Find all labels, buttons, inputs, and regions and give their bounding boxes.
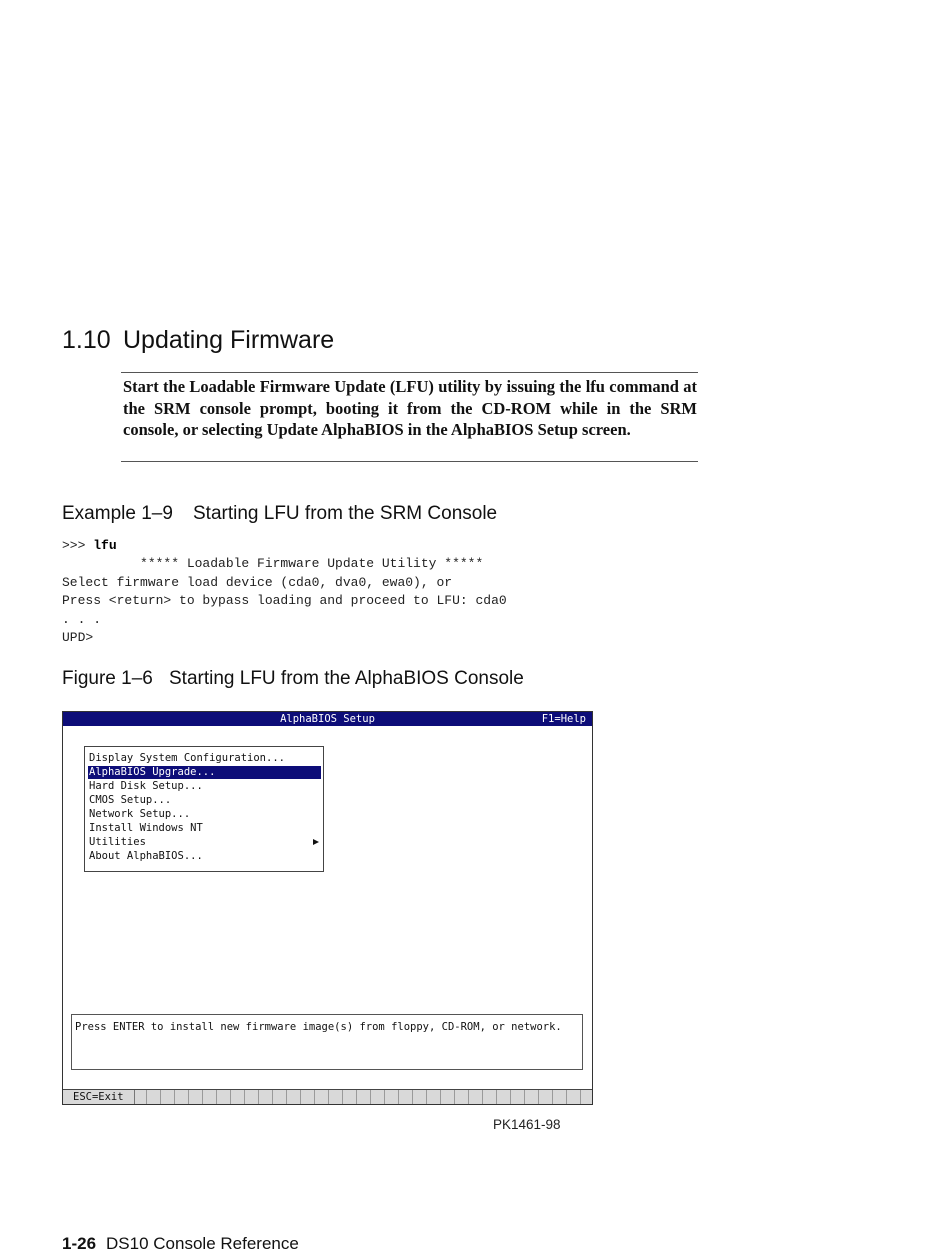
help-key-hint[interactable]: F1=Help [541,713,586,725]
example-label: Example 1–9 [62,503,173,524]
code-line: ***** Loadable Firmware Update Utility ***** [62,556,484,572]
code-line: Press <return> to bypass loading and proceed to LFU: cda0 [62,593,507,609]
code-command: lfu [93,538,117,553]
example-title: Starting LFU from the SRM Console [193,503,498,524]
menu-item-cmos-setup[interactable]: CMOS Setup... [89,794,172,806]
page-footer [62,1234,299,1254]
menu-item-display-system-configuration[interactable]: Display System Configuration... [89,752,285,764]
exit-key-hint[interactable]: ESC=Exit [63,1090,135,1104]
menu-item-install-windows-nt[interactable]: Install Windows NT [89,822,203,834]
code-line: . . . [62,611,102,627]
code-example [62,537,507,647]
code-line-command [62,537,507,555]
menu-item-network-setup[interactable]: Network Setup... [89,808,191,820]
section-number: 1.10 [62,326,111,354]
alphabios-title: AlphaBIOS Setup [280,713,375,725]
menu-item-about-alphabios[interactable]: About AlphaBIOS... [89,850,203,862]
figure-caption [62,668,524,690]
section-heading [62,326,334,355]
code-line: UPD> [62,629,94,645]
menu-item-alphabios-upgrade[interactable]: AlphaBIOS Upgrade... [88,766,321,779]
footer-title: DS10 Console Reference [106,1234,299,1253]
menu-item-utilities-label: Utilities [89,836,146,848]
code-line: Select firmware load device (cda0, dva0, ewa0), or [62,574,453,590]
code-prompt: >>> [62,538,94,553]
menu-item-hard-disk-setup[interactable]: Hard Disk Setup... [89,780,203,792]
page-number: 1-26 [62,1234,97,1253]
submenu-arrow-icon [313,839,319,845]
section-title: Updating Firmware [123,326,335,354]
alphabios-status-message: Press ENTER to install new firmware image(s) from floppy, CD-ROM, or network. [71,1014,583,1070]
summary-box [121,372,698,462]
figure-id: PK1461-98 [493,1117,561,1132]
menu-item-utilities[interactable] [88,836,321,849]
figure-title: Starting LFU from the AlphaBIOS Console [169,668,524,689]
alphabios-screen [62,711,593,1105]
summary-text: Start the Loadable Firmware Update (LFU) utility by issuing the lfu command at the SRM console prompt, booting it from the CD-ROM while in the SRM console, or selecting Update AlphaBIOS in the AlphaBIOS Setup screen. [123,377,697,439]
alphabios-menu [84,746,324,872]
figure-label: Figure 1–6 [62,668,153,689]
alphabios-bottom-bar [63,1089,592,1104]
example-caption [62,503,497,525]
alphabios-titlebar [63,712,592,726]
